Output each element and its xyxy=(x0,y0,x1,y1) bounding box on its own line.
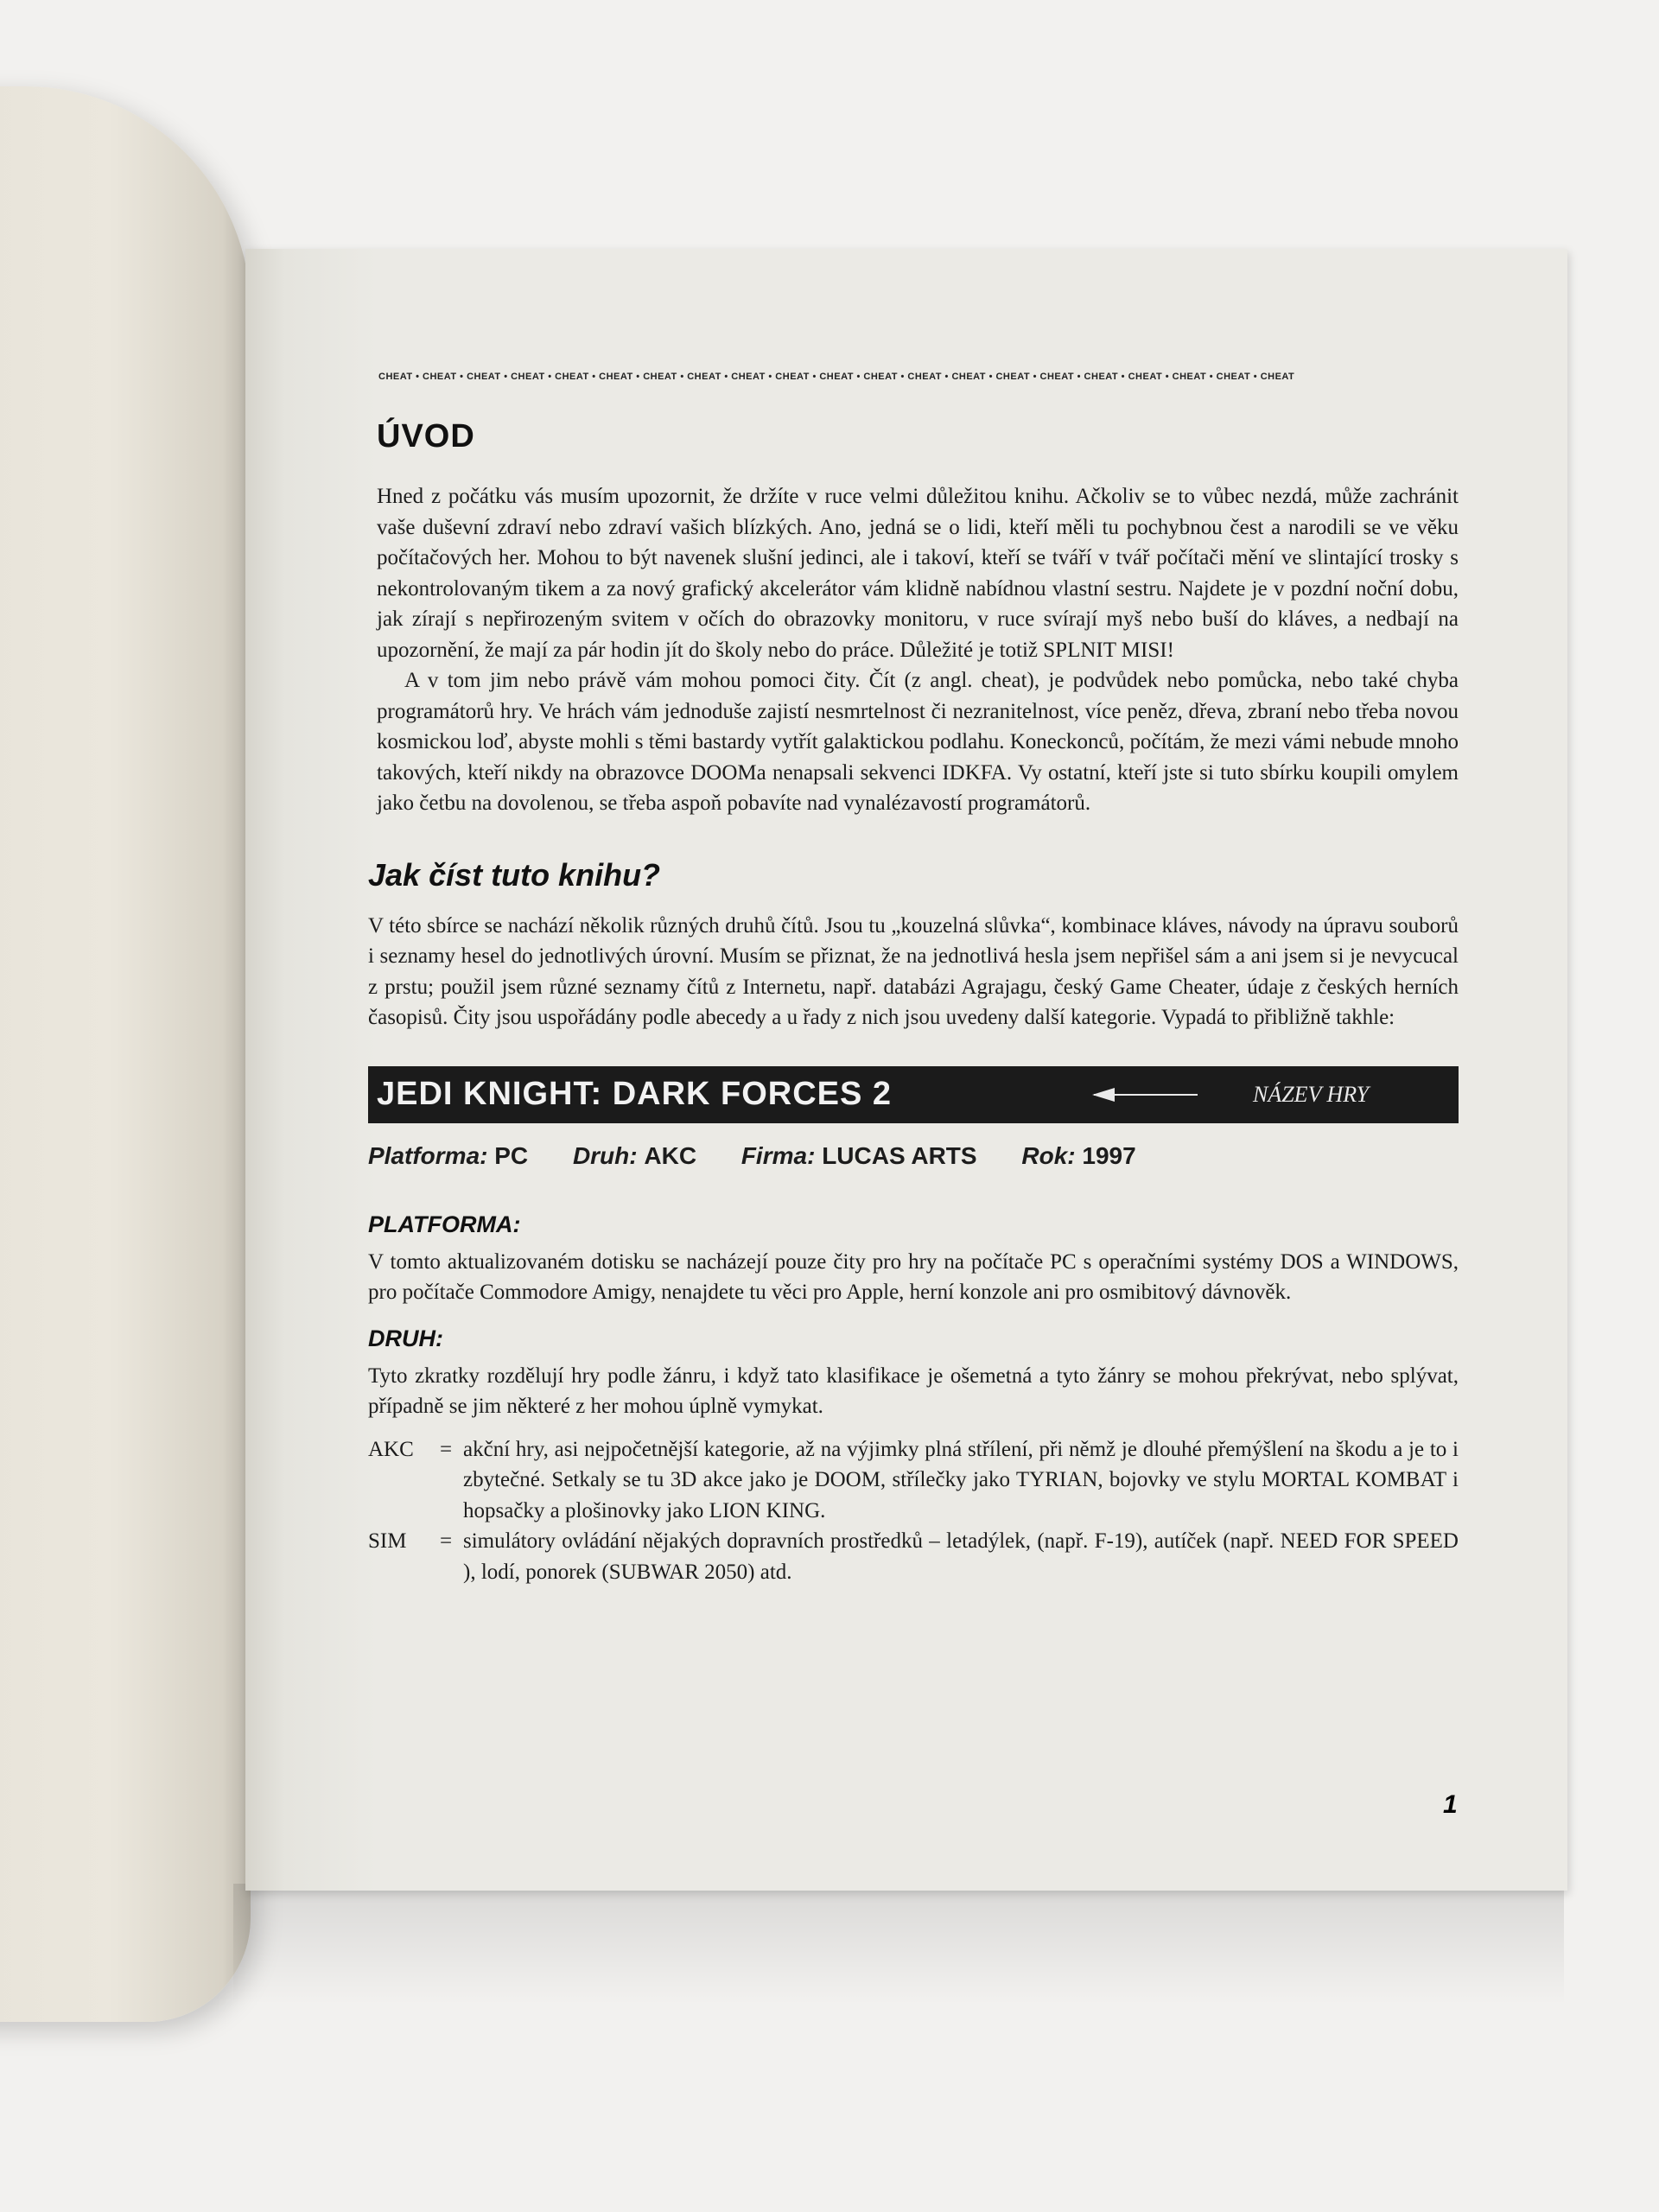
platform-section-text: V tomto aktualizovaném dotisku se nacházejí pouze čity pro hry na počítače PC s operačními systémy DOS a WINDOWS, pro počítače Commodore Amigy, nenajdete tu věci pro Apple, herní konzole ani pro osmibitový dávnověk. xyxy=(368,1249,1459,1304)
platform-value: PC xyxy=(494,1141,529,1169)
example-title-banner xyxy=(368,1066,1459,1123)
equals-sign: = xyxy=(439,1529,453,1553)
genre-definition-row xyxy=(368,1526,1459,1587)
page-number: 1 xyxy=(1443,1790,1458,1819)
genre-definition-row xyxy=(368,1434,1459,1527)
left-page-edge xyxy=(0,86,251,2022)
genre-term: SIM xyxy=(368,1529,407,1553)
page-shadow xyxy=(233,1884,1564,2005)
genre-value: AKC xyxy=(644,1141,697,1169)
cheat-header-strip: CHEAT • CHEAT • CHEAT • CHEAT • CHEAT • CHEAT • CHEAT • CHEAT • CHEAT • CHEAT • CHEAT • CHEAT • CHEAT • CHEAT • CHEAT • CHEAT • CHEAT • CHEAT • CHEAT • CHEAT • CHEAT xyxy=(378,372,1295,382)
year-label: Rok: xyxy=(1021,1141,1076,1169)
example-meta-row xyxy=(368,1142,1459,1170)
page-content xyxy=(368,372,1459,1587)
howto-paragraph: V této sbírce se nachází několik různých druhů čítů. Jsou tu „kouzelná slůvka“, kombinace kláves, návody na úpravu souborů i seznamy hesel do jednotlivých úrovní. Musím se přiznat, že na jednotlivá hesla jsem nepřišel sám a ani jsem si je nevycucal z prstu; použil jsem různé seznamy čítů z Internetu, např. databázi Agrajagu, český Game Cheater, údaje z českých herních časopisů. Čity jsou uspořádány podle abecedy a u řady z nich jsou uvedeny další kategorie. Vypadá to přibližně takhle: xyxy=(368,913,1459,1029)
intro-paragraph-1: Hned z počátku vás musím upozornit, že držíte v ruce velmi důležitou knihu. Ačkoliv se to vůbec nezdá, může zachránit vaše duševní zdraví nebo zdraví vašich blízkých. Ano, jedná se o lidi, kteří měli tu pochybnou čest a narodili se ve věku počítačových her. Mohou to být navenek slušní jedinci, ale i takoví, kteří se tváří v tvář počítači mění ve slintající trosky s nekontrolovaným tikem a za nový grafický akcelerátor vám klidně nabídnou vlastní sestru. Najdete je v pozdní noční dobu, jak zírají s nepřirozeným svitem v očích do obrazovky monitoru, v ruce svírají myš nebo buší do kláves, a nedbají na upozornění, že mají za pár hodin jít do školy nebo do práce. Důležité je totiž SPLNIT MISI! xyxy=(377,485,1459,662)
example-title-tag: NÁZEV HRY xyxy=(1253,1081,1370,1107)
company-label: Firma: xyxy=(741,1141,816,1169)
platform-section-heading: PLATFORMA: xyxy=(368,1211,521,1237)
example-game-title: JEDI KNIGHT: DARK FORCES 2 xyxy=(377,1076,893,1112)
genre-term: AKC xyxy=(368,1437,414,1461)
platform-label: Platforma: xyxy=(368,1141,488,1169)
genre-label: Druh: xyxy=(572,1141,638,1169)
intro-heading: ÚVOD xyxy=(377,418,475,454)
equals-sign: = xyxy=(439,1437,453,1461)
genre-section-heading: DRUH: xyxy=(368,1325,443,1351)
howto-heading: Jak číst tuto knihu? xyxy=(368,856,661,893)
genre-section-text: Tyto zkratky rozdělují hry podle žánru, i když tato klasifikace je ošemetná a tyto žánry se mohou překrývat, nebo splývat, případně se jim některé z her mohou úplně vymykat. xyxy=(368,1363,1459,1418)
year-value: 1997 xyxy=(1082,1141,1136,1169)
genre-description: akční hry, asi nejpočetnější kategorie, až na výjimky plná střílení, při němž je dlouhé přemýšlení na škodu a je to i zbytečné. Setkaly se tu 3D akce jako je DOOM, střílečky jako TYRIAN, bojovky ve stylu MORTAL KOMBAT i hopsačky a plošinovky jako LION KING. xyxy=(463,1437,1459,1522)
intro-paragraph-2: A v tom jim nebo právě vám mohou pomoci čity. Čít (z angl. cheat), je podvůdek nebo pomůcka, nebo také chyba programátorů hry. Ve hrách vám jednoduše zajistí nesmrtelnost či nezranitelnost, více peněz, dřeva, zbraní nebo třeba novou kosmickou loď, abyste mohli s těmi bastardy vytřít galaktickou podlahu. Koneckonců, počítám, že mezi vámi nebude mnoho takových, kteří nikdy na obrazovce DOOMa nenapsali sekvenci IDKFA. Vy ostatní, kteří jste si tuto sbírku koupili omylem jako četbu na dovolenou, se třeba aspoň pobavíte nad vynalézavostí programátorů. xyxy=(377,669,1459,815)
company-value: LUCAS ARTS xyxy=(822,1141,977,1169)
arrow-left-icon xyxy=(1094,1094,1198,1096)
genre-description: simulátory ovládání nějakých dopravních prostředků – letadýlek, (např. F-19), autíček (např. NEED FOR SPEED ), lodí, ponorek (SUBWAR 2050) atd. xyxy=(463,1529,1459,1584)
